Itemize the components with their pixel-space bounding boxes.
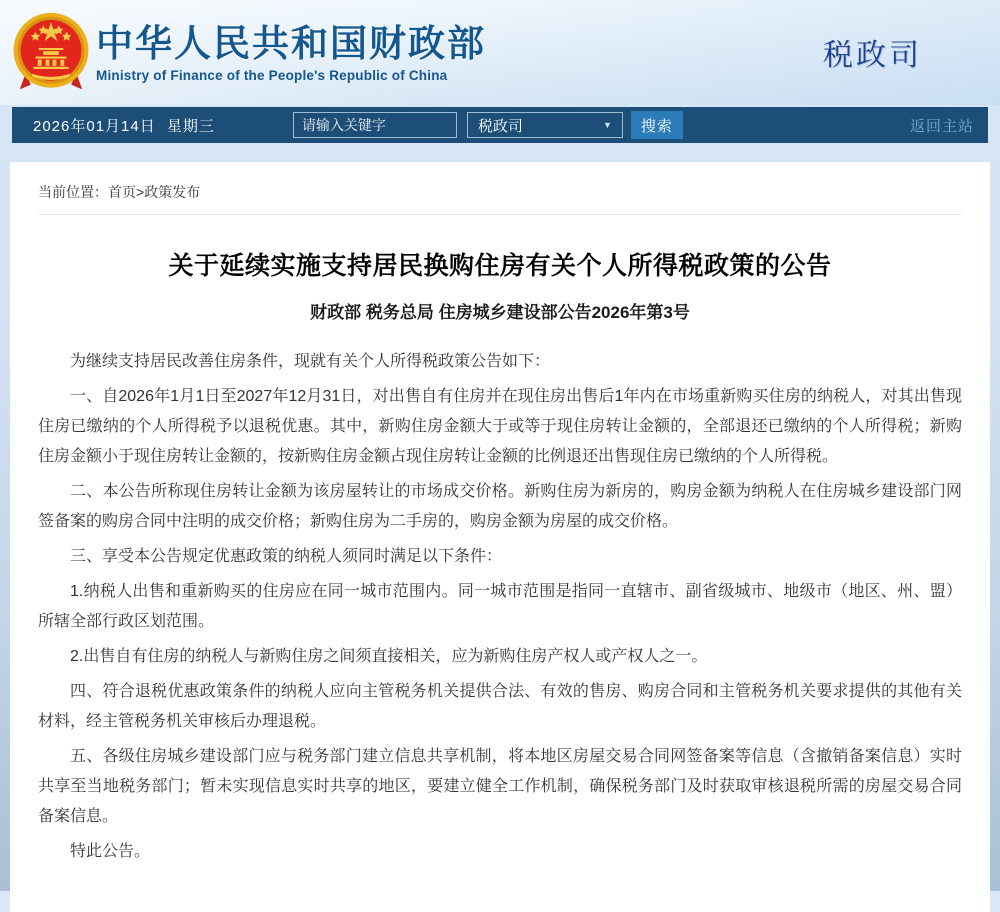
search-button[interactable]: 搜索	[631, 111, 683, 139]
article-paragraph: 四、符合退税优惠政策条件的纳税人应向主管税务机关提供合法、有效的售房、购房合同和主管税务机关要求提供的其他有关材料，经主管税务机关审核后办理退税。	[38, 683, 962, 730]
article-title: 关于延续实施支持居民换购住房有关个人所得税政策的公告	[168, 252, 832, 280]
search-input[interactable]	[293, 112, 457, 138]
department-name: 税政司	[823, 39, 922, 72]
article-paragraph: 三、享受本公告规定优惠政策的纳税人须同时满足以下条件：	[70, 548, 503, 565]
article-paragraph: 二、本公告所称现住房转让金额为该房屋转让的市场成交价格。新购住房为新房的，购房金额为纳税人在住房城乡建设部门网签备案的购房合同中注明的成交价格；新购住房为二手房的，购房金额为房屋的成交价格。	[38, 483, 962, 530]
back-to-main-site-link[interactable]: 返回主站	[909, 117, 974, 135]
content-panel	[10, 162, 990, 912]
breadcrumb-current[interactable]: 政策发布	[144, 184, 201, 200]
ministry-title-block	[96, 22, 486, 83]
ministry-name-en: Ministry of Finance of the People's Republic of China	[96, 68, 448, 83]
article-body	[38, 347, 962, 867]
chevron-down-icon: ▼	[603, 120, 612, 130]
article-paragraph: 五、各级住房城乡建设部门应与税务部门建立信息共享机制，将本地区房屋交易合同网签备案等信息（含撤销备案信息）实时共享至当地税务部门；暂未实现信息实时共享的地区，要建立健全工作机制，确保税务部门及时获取审核退税所需的房屋交易合同备案信息。	[38, 748, 962, 825]
article-paragraph: 2.出售自有住房的纳税人与新购住房之间须直接相关，应为新购住房产权人或产权人之一。	[70, 648, 708, 665]
breadcrumb-separator: >	[136, 184, 145, 200]
current-date: 2026年01月14日 星期三	[33, 117, 215, 135]
breadcrumb-prefix: 当前位置：	[38, 184, 108, 200]
announcement-article	[38, 215, 962, 867]
site-header	[0, 0, 1000, 105]
article-doc-number: 财政部 税务总局 住房城乡建设部公告2026年第3号	[310, 303, 690, 322]
article-paragraph: 一、自2026年1月1日至2027年12月31日，对出售自有住房并在现住房出售后1年内在市场重新购买住房的纳税人，对其出售现住房已缴纳的个人所得税予以退税优惠。其中，新购住房金额大于或等于现住房转让金额的，全部退还已缴纳的个人所得税；新购住房金额小于现住房转让金额的，按新购住房金额占现住房转让金额的比例退还出售现住房已缴纳的个人所得税。	[38, 388, 962, 465]
search-group	[293, 111, 683, 139]
article-paragraph: 特此公告。	[70, 843, 151, 860]
breadcrumb-home-link[interactable]: 首页	[108, 184, 136, 200]
national-emblem-icon	[12, 10, 90, 100]
nav-bar	[12, 107, 988, 143]
article-paragraph: 为继续支持居民改善住房条件，现就有关个人所得税政策公告如下：	[70, 353, 551, 370]
ministry-name-cn: 中华人民共和国财政部	[96, 23, 486, 64]
breadcrumb	[38, 178, 962, 215]
site-scope-select[interactable]	[467, 112, 623, 138]
site-scope-value: 税政司	[477, 117, 523, 135]
article-paragraph: 1.纳税人出售和重新购买的住房应在同一城市范围内。同一城市范围是指同一直辖市、副省级城市、地级市（地区、州、盟）所辖全部行政区划范围。	[38, 583, 962, 630]
